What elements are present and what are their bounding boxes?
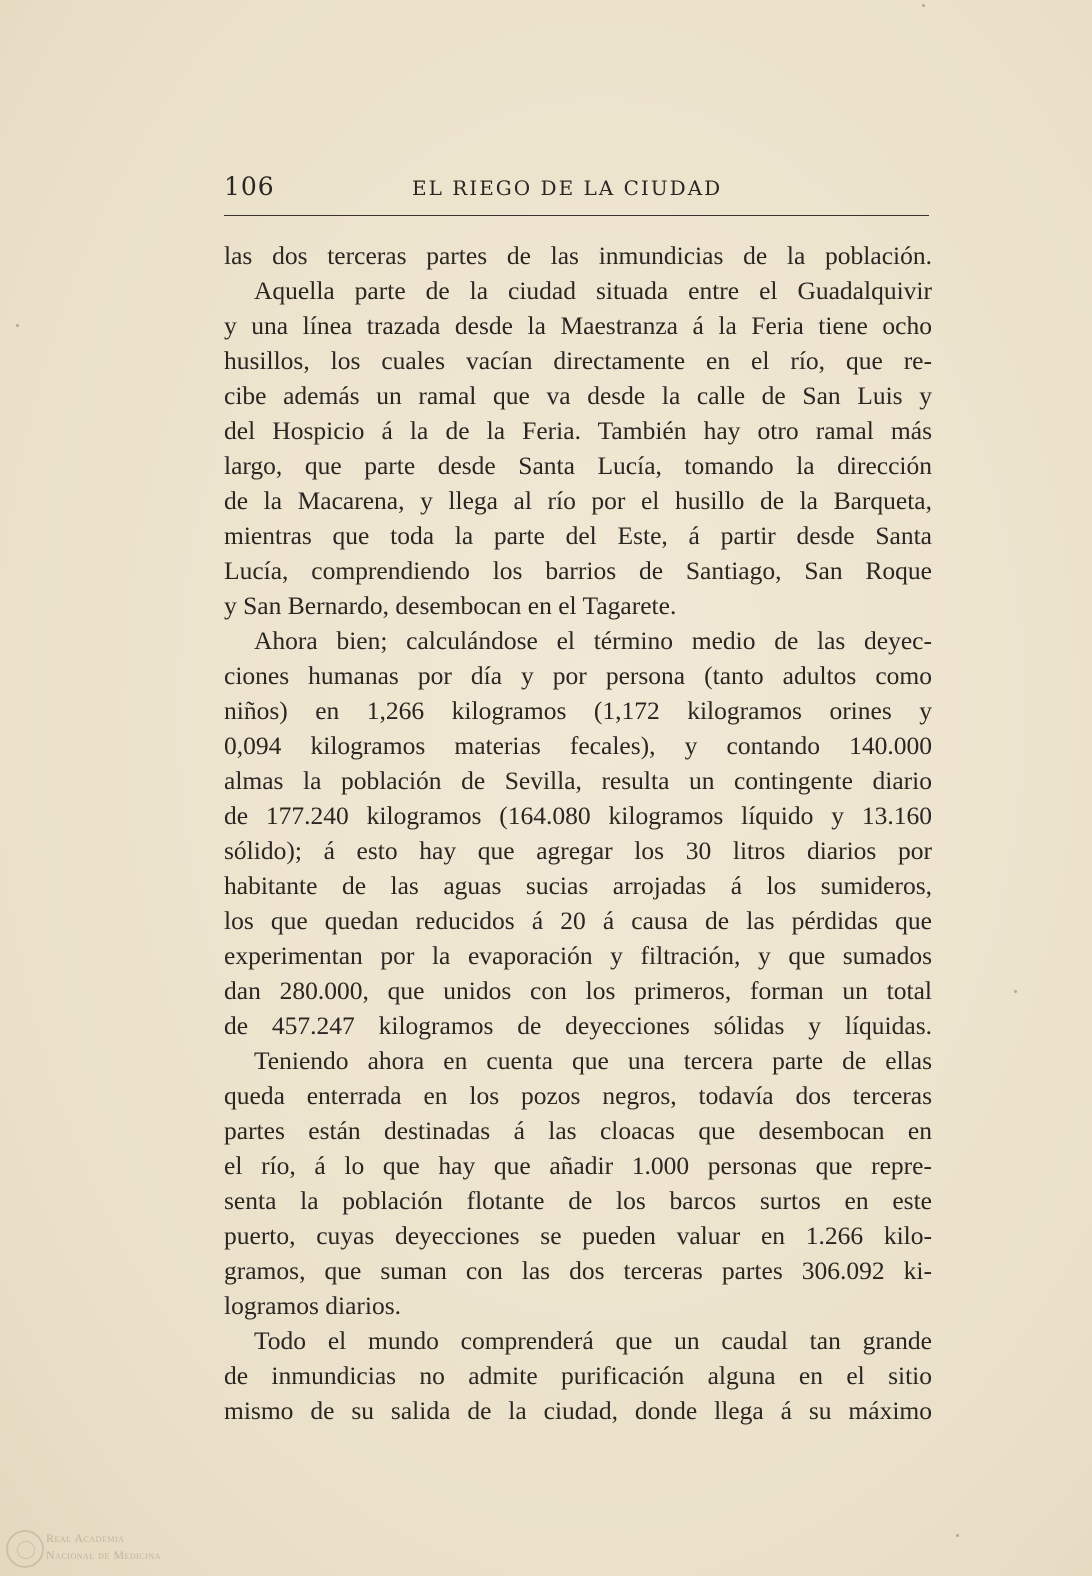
- text-line: los que quedan reducidos á 20 á causa de las pérdidas que: [224, 906, 932, 935]
- text-line: senta la población flotante de los barcos surtos en este: [224, 1186, 932, 1215]
- text-line: partes están destinadas á las cloacas que desembocan en: [224, 1116, 932, 1145]
- text-line: experimentan por la evaporación y filtración, y que sumados: [224, 941, 932, 970]
- paper-speck: [922, 4, 925, 7]
- text-line: Lucía, comprendiendo los barrios de Santiago, San Roque: [224, 556, 932, 585]
- body-text: [224, 238, 932, 1428]
- text-line: 0,094 kilogramos materias fecales), y contando 140.000: [224, 731, 932, 760]
- text-line: Aquella parte de la ciudad situada entre el Guadalquivir: [254, 276, 932, 305]
- text-line: de 457.247 kilogramos de deyecciones sólidas y líquidas.: [224, 1011, 932, 1040]
- text-line: dan 280.000, que unidos con los primeros, forman un total: [224, 976, 932, 1005]
- text-line: cibe además un ramal que va desde la calle de San Luis y: [224, 381, 932, 410]
- text-line: gramos, que suman con las dos terceras partes 306.092 ki-: [224, 1256, 932, 1285]
- text-line: sólido); á esto hay que agregar los 30 litros diarios por: [224, 836, 932, 865]
- text-line: del Hospicio á la de la Feria. También hay otro ramal más: [224, 416, 932, 445]
- watermark-line-2: Nacional de Medicina: [46, 1548, 161, 1562]
- text-line: Teniendo ahora en cuenta que una tercera parte de ellas: [254, 1046, 932, 1075]
- text-line: habitante de las aguas sucias arrojadas á los sumideros,: [224, 871, 932, 900]
- library-watermark: [4, 1528, 204, 1572]
- text-line: niños) en 1,266 kilogramos (1,172 kilogramos orines y: [224, 696, 932, 725]
- text-line: ciones humanas por día y por persona (tanto adultos como: [224, 661, 932, 690]
- text-line: puerto, cuyas deyecciones se pueden valuar en 1.266 kilo-: [224, 1221, 932, 1250]
- seal-icon: [6, 1530, 44, 1568]
- text-line: husillos, los cuales vacían directamente en el río, que re-: [224, 346, 932, 375]
- text-line: Todo el mundo comprenderá que un caudal tan grande: [254, 1326, 932, 1355]
- text-line: Ahora bien; calculándose el término medio de las deyec-: [254, 626, 932, 655]
- text-line: el río, á lo que hay que añadir 1.000 personas que repre-: [224, 1151, 932, 1180]
- text-line: largo, que parte desde Santa Lucía, tomando la dirección: [224, 451, 932, 480]
- text-line: almas la población de Sevilla, resulta un contingente diario: [224, 766, 932, 795]
- text-line: y una línea trazada desde la Maestranza á la Feria tiene ocho: [224, 311, 932, 340]
- text-line: queda enterrada en los pozos negros, todavía dos terceras: [224, 1081, 932, 1110]
- paper-speck: [16, 324, 19, 327]
- text-line: y San Bernardo, desembocan en el Tagarete.: [224, 591, 677, 620]
- text-line: mismo de su salida de la ciudad, donde llega á su máximo: [224, 1396, 932, 1425]
- text-line: de la Macarena, y llega al río por el husillo de la Barqueta,: [224, 486, 932, 515]
- watermark-line-1: Real Academia: [46, 1531, 125, 1545]
- paper-speck: [956, 1534, 959, 1537]
- text-line: las dos terceras partes de las inmundicias de la población.: [224, 241, 932, 270]
- page-header: [224, 168, 929, 208]
- paper-speck: [1014, 990, 1017, 993]
- page-number: 106: [224, 172, 275, 201]
- text-line: logramos diarios.: [224, 1291, 402, 1320]
- text-line: mientras que toda la parte del Este, á partir desde Santa: [224, 521, 932, 550]
- header-rule: [224, 215, 929, 216]
- running-title: EL RIEGO DE LA CIUDAD: [412, 176, 723, 200]
- text-line: de 177.240 kilogramos (164.080 kilogramos líquido y 13.160: [224, 801, 932, 830]
- text-line: de inmundicias no admite purificación alguna en el sitio: [224, 1361, 932, 1390]
